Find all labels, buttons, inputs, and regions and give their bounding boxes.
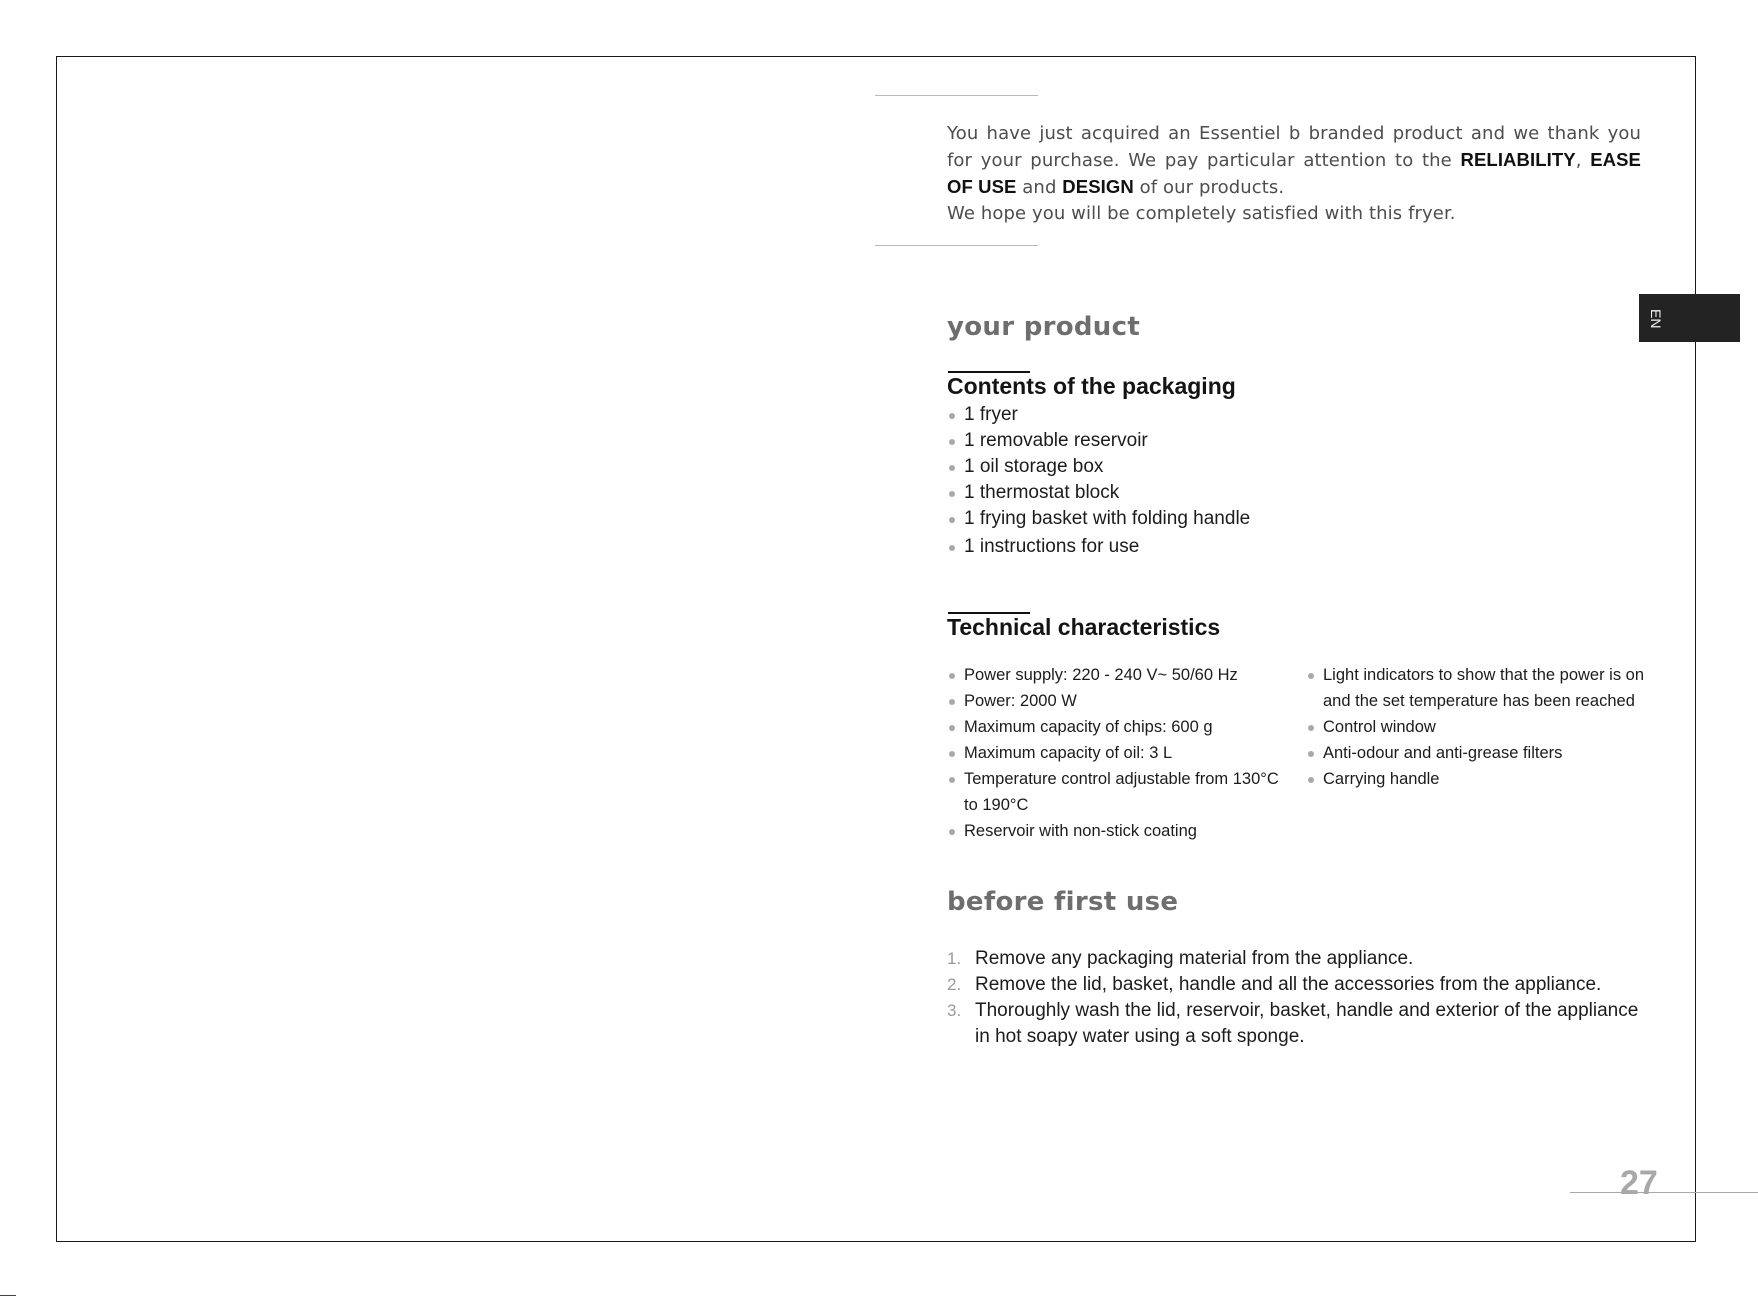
step-number: 1. xyxy=(947,949,962,968)
list-item: 1 thermostat block xyxy=(947,480,1250,506)
language-tab-label: EN xyxy=(1648,309,1664,329)
step-item xyxy=(947,972,1647,998)
technical-heading: Technical characteristics xyxy=(947,614,1221,640)
contents-list xyxy=(947,402,1250,560)
step-item xyxy=(947,998,1647,1050)
list-item: 1 frying basket with folding handle xyxy=(947,506,1250,532)
language-tab[interactable] xyxy=(1639,294,1740,342)
page-frame xyxy=(56,56,1696,1242)
intro-emphasis-design: DESIGN xyxy=(1062,176,1134,197)
technical-list-left xyxy=(947,662,1287,844)
list-item: Control window xyxy=(1306,714,1651,740)
intro-top-rule xyxy=(875,95,1038,96)
intro-text: You have just acquired an Essentiel b branded product and we thank you for your purchase. We pay particular attention to the xyxy=(947,123,1641,171)
contents-heading: Contents of the packaging xyxy=(947,373,1236,399)
intro-emphasis-reliability: RELIABILITY xyxy=(1460,149,1576,170)
list-item: Temperature control adjustable from 130°C to 190°C xyxy=(947,766,1287,818)
step-item xyxy=(947,946,1647,972)
list-item: 1 fryer xyxy=(947,402,1250,428)
list-item: 1 instructions for use xyxy=(947,534,1250,560)
intro-paragraph xyxy=(947,121,1641,227)
intro-conjunction: and xyxy=(1016,177,1063,198)
list-item: Reservoir with non-stick coating xyxy=(947,818,1287,844)
page-number-rule xyxy=(1570,1192,1758,1193)
intro-text-tail: of our products. xyxy=(1133,177,1285,198)
step-text: Remove any packaging material from the appliance. xyxy=(975,948,1414,969)
crop-mark xyxy=(0,1295,16,1296)
intro-emphasis-ease-of-use: EASE OF USE xyxy=(947,149,1641,197)
technical-list-right xyxy=(1306,662,1651,792)
list-item: Light indicators to show that the power is on and the set temperature has been reached xyxy=(1306,662,1651,714)
step-number: 2. xyxy=(947,975,962,994)
before-first-use-title: before first use xyxy=(947,887,1179,917)
step-text: Thoroughly wash the lid, reservoir, basket, handle and exterior of the appliance in hot soapy water using a soft sponge. xyxy=(975,1000,1639,1047)
intro-bottom-rule xyxy=(875,245,1038,246)
list-item: Maximum capacity of oil: 3 L xyxy=(947,740,1287,766)
list-item: Maximum capacity of chips: 600 g xyxy=(947,714,1287,740)
list-item: Anti-odour and anti-grease filters xyxy=(1306,740,1651,766)
list-item: Carrying handle xyxy=(1306,766,1651,792)
list-item: 1 oil storage box xyxy=(947,454,1250,480)
page-number: 27 xyxy=(1620,1164,1658,1202)
step-text: Remove the lid, basket, handle and all the accessories from the appliance. xyxy=(975,974,1602,995)
intro-separator: , xyxy=(1575,150,1591,171)
your-product-title: your product xyxy=(947,312,1141,342)
list-item: 1 removable reservoir xyxy=(947,428,1250,454)
list-item: Power: 2000 W xyxy=(947,688,1287,714)
before-first-use-steps xyxy=(947,946,1647,1050)
intro-closing-line: We hope you will be completely satisfied with this fryer. xyxy=(947,203,1456,224)
list-item: Power supply: 220 - 240 V~ 50/60 Hz xyxy=(947,662,1287,688)
step-number: 3. xyxy=(947,1001,962,1020)
